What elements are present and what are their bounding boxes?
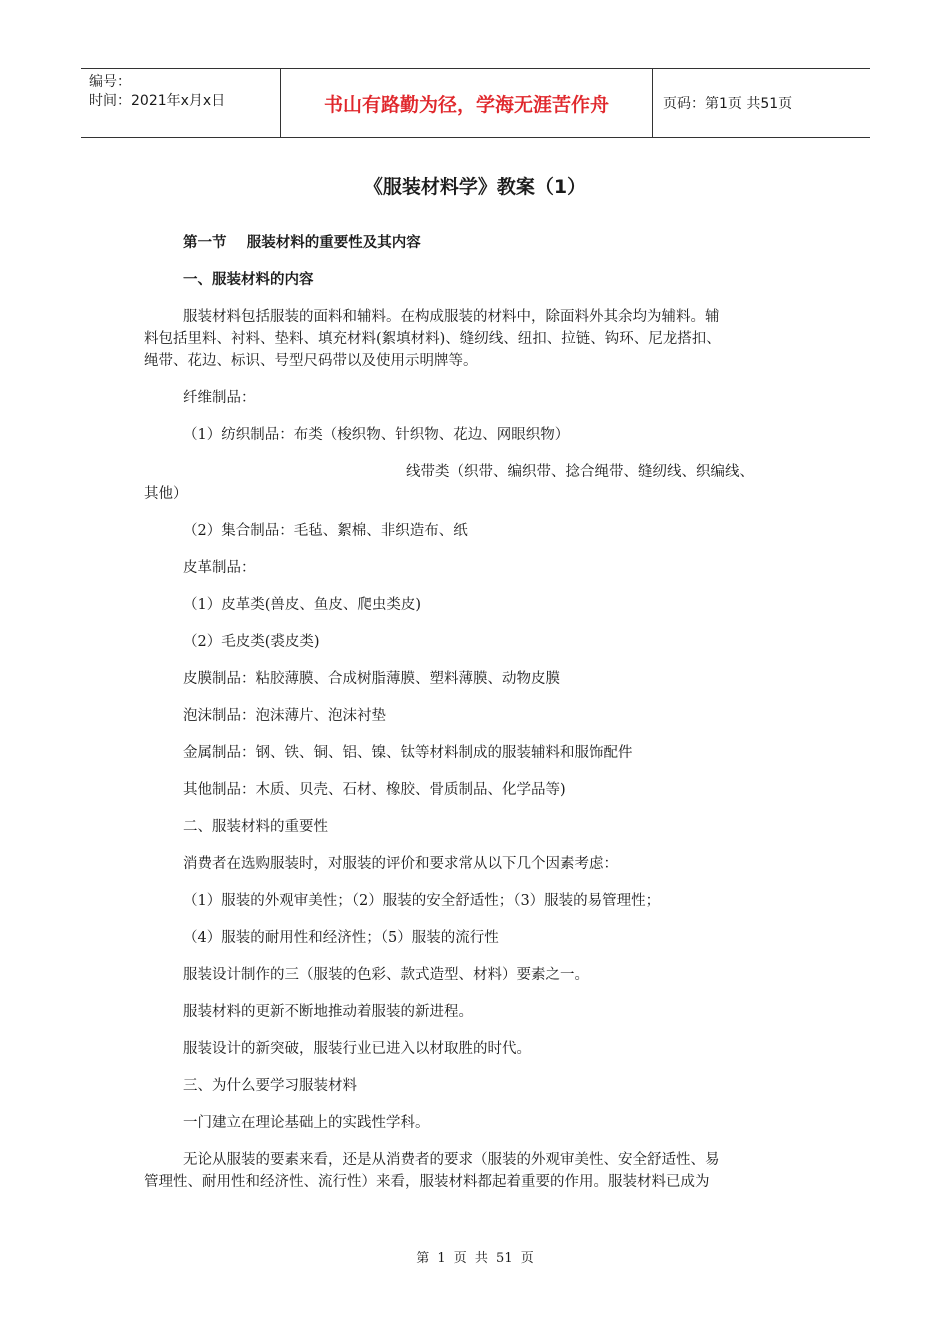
metal-products: 金属制品：钢、铁、铜、铝、镍、钛等材料制成的服装辅料和服饰配件 — [183, 745, 633, 761]
document-body — [144, 232, 808, 1193]
subheading-3: 三、为什么要学习服装材料 — [183, 1078, 357, 1094]
header-motto: 书山有路勤为径，学海无涯苦作舟 — [281, 69, 653, 137]
para1-line2: 料包括里料、衬料、垫料、填充材料(絮填材料)、缝纫线、纽扣、拉链、钩环、尼龙搭扣、 — [144, 331, 721, 347]
fiber-item-2: （2）集合制品：毛毡、絮棉、非织造布、纸 — [183, 523, 468, 539]
section-heading: 第一节 服装材料的重要性及其内容 — [183, 235, 421, 251]
other-products: 其他制品：木质、贝壳、石材、橡胶、骨质制品、化学品等) — [183, 782, 566, 798]
fiber-item-1c: 其他） — [144, 486, 188, 502]
design-three-elements: 服装设计制作的三（服装的色彩、款式造型、材料）要素之一。 — [183, 967, 589, 983]
fiber-item-1: （1）纺织制品：布类（梭织物、针织物、花边、网眼织物） — [183, 427, 570, 443]
subheading-1: 一、服装材料的内容 — [183, 272, 314, 288]
subheading-2: 二、服装材料的重要性 — [183, 819, 328, 835]
film-products: 皮膜制品：粘胶薄膜、合成树脂薄膜、塑料薄膜、动物皮膜 — [183, 671, 560, 687]
factors-line-1: （1）服装的外观审美性；（2）服装的安全舒适性；（3）服装的易管理性； — [183, 893, 661, 909]
header-meta — [81, 69, 281, 137]
factors-line-2: （4）服装的耐用性和经济性；（5）服装的流行性 — [183, 930, 499, 946]
breakthrough-paragraph: 服装设计的新突破，服装行业已进入以材取胜的时代。 — [183, 1041, 531, 1057]
last-paragraph-line2: 管理性、耐用性和经济性、流行性）来看，服装材料都起着重要的作用。服装材料已成为 — [144, 1174, 710, 1190]
consumer-paragraph: 消费者在选购服装时，对服装的评价和要求常从以下几个因素考虑： — [183, 856, 618, 872]
leather-item-1: （1）皮革类(兽皮、鱼皮、爬虫类皮) — [183, 597, 422, 613]
fiber-label: 纤维制品： — [183, 390, 256, 406]
page-footer: 第 1 页 共 51 页 — [416, 1251, 534, 1266]
number-label: 编号： — [89, 74, 131, 90]
document-title: 《服装材料学》教案（1） — [363, 176, 587, 198]
para1-line1: 服装材料包括服装的面料和辅料。在构成服装的材料中，除面料外其余均为辅料。辅 — [183, 309, 720, 325]
header-table — [81, 68, 870, 138]
foam-products: 泡沫制品：泡沫薄片、泡沫衬垫 — [183, 708, 386, 724]
date-label: 时间：2021年x月x日 — [89, 93, 226, 109]
practice-paragraph: 一门建立在理论基础上的实践性学科。 — [183, 1115, 430, 1131]
header-page-info: 页码：第1页 共51页 — [663, 96, 793, 112]
fiber-item-1b: 线带类（织带、编织带、捻合绳带、缝纫线、织编线、 — [406, 464, 754, 480]
update-paragraph: 服装材料的更新不断地推动着服装的新进程。 — [183, 1004, 473, 1020]
para1-line3: 绳带、花边、标识、号型尺码带以及使用示明牌等。 — [144, 353, 478, 369]
leather-item-2: （2）毛皮类(裘皮类) — [183, 634, 320, 650]
last-paragraph-line1: 无论从服装的要素来看，还是从消费者的要求（服装的外观审美性、安全舒适性、易 — [183, 1152, 720, 1168]
leather-label: 皮革制品： — [183, 560, 256, 576]
